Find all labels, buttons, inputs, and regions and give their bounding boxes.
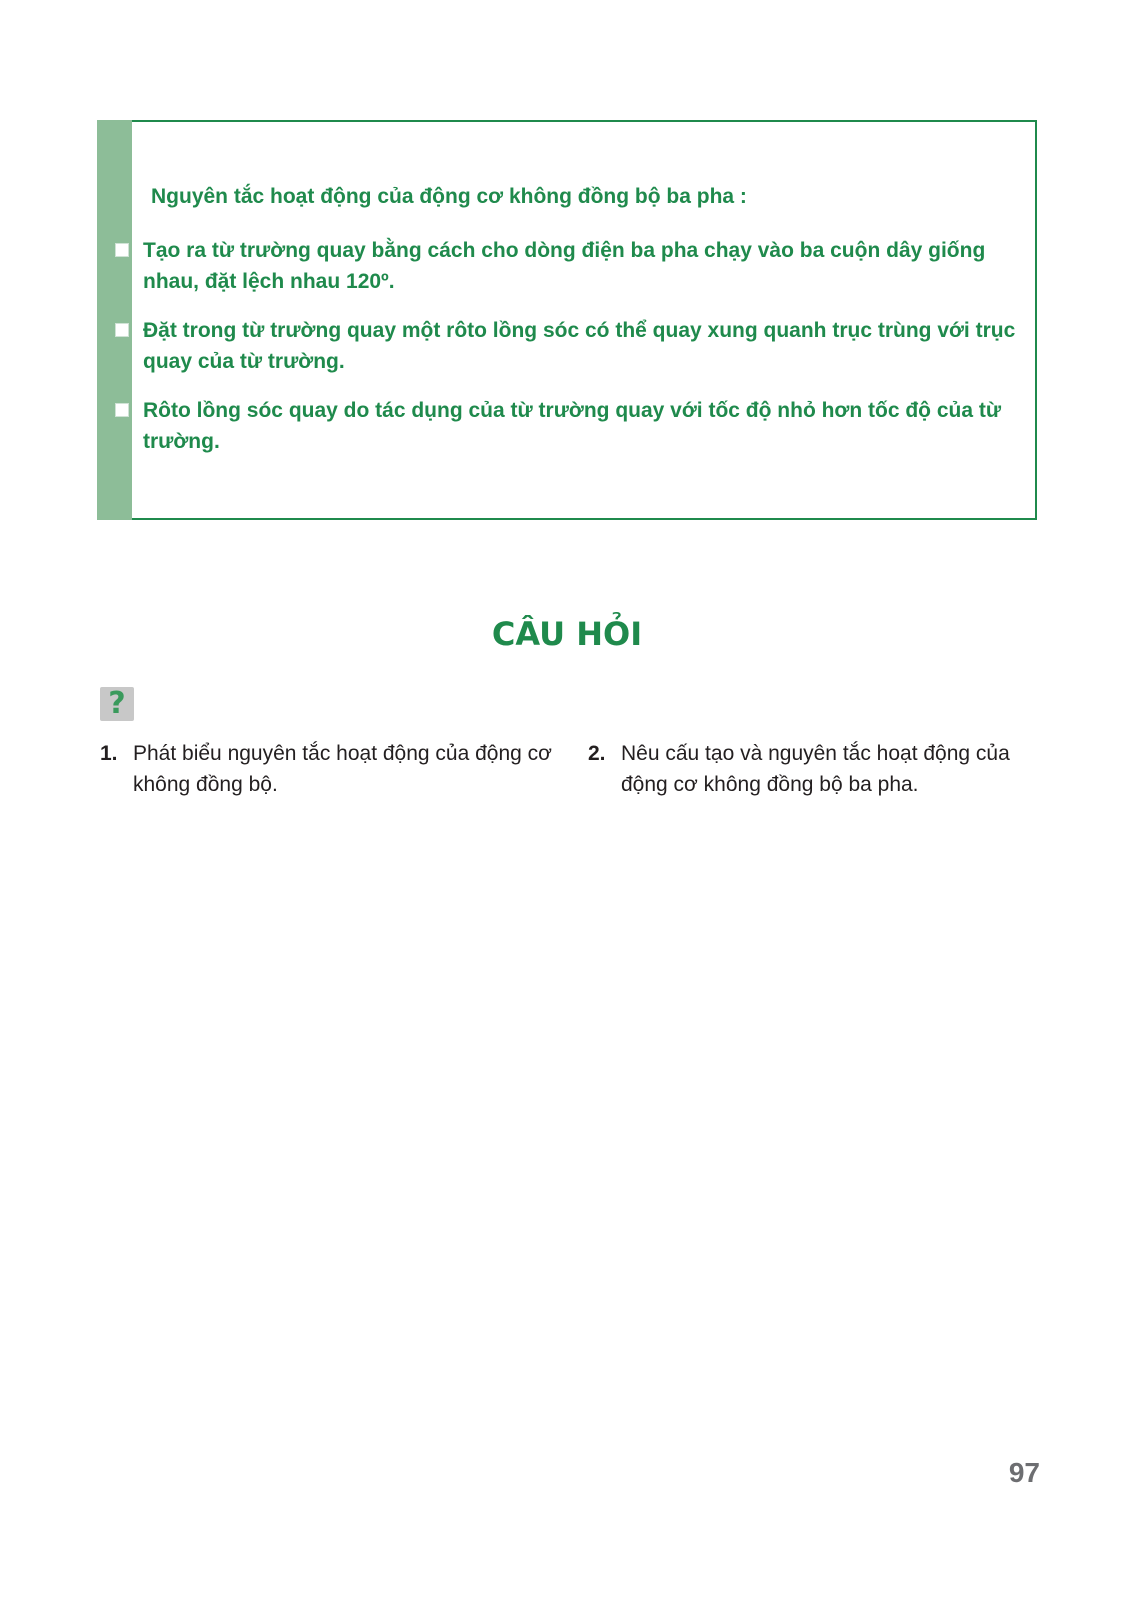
question-text: Phát biểu nguyên tắc hoạt động của động cơ không đồng bộ. bbox=[133, 742, 552, 796]
question-number: 1. bbox=[100, 742, 118, 765]
summary-item bbox=[143, 395, 1023, 457]
summary-item bbox=[143, 315, 1023, 377]
summary-item-text: Đặt trong từ trường quay một rôto lồng sóc có thể quay xung quanh trục trùng với trục quay của từ trường. bbox=[143, 319, 1016, 373]
page-number: 97 bbox=[1008, 1457, 1040, 1488]
square-bullet-icon bbox=[115, 243, 129, 257]
summary-item-text: Tạo ra từ trường quay bằng cách cho dòng điện ba pha chạy vào ba cuộn dây giống nhau, đặt lệch nhau 120º. bbox=[143, 239, 986, 293]
question-mark-glyph: ? bbox=[108, 686, 126, 721]
summary-item-text: Rôto lồng sóc quay do tác dụng của từ trường quay với tốc độ nhỏ hơn tốc độ của từ trường. bbox=[143, 399, 1002, 453]
summary-item bbox=[143, 235, 1023, 297]
question-item bbox=[588, 738, 1038, 800]
question-number: 2. bbox=[588, 742, 606, 765]
question-item bbox=[100, 738, 560, 800]
square-bullet-icon bbox=[115, 403, 129, 417]
summary-side-stripe bbox=[97, 120, 132, 520]
square-bullet-icon bbox=[115, 323, 129, 337]
summary-box bbox=[97, 120, 1037, 520]
question-mark-icon bbox=[100, 687, 134, 721]
summary-heading: Nguyên tắc hoạt động của động cơ không đồng bộ ba pha : bbox=[151, 185, 747, 208]
section-title: CÂU HỎI bbox=[491, 615, 643, 653]
question-text: Nêu cấu tạo và nguyên tắc hoạt động của động cơ không đồng bộ ba pha. bbox=[621, 742, 1010, 796]
